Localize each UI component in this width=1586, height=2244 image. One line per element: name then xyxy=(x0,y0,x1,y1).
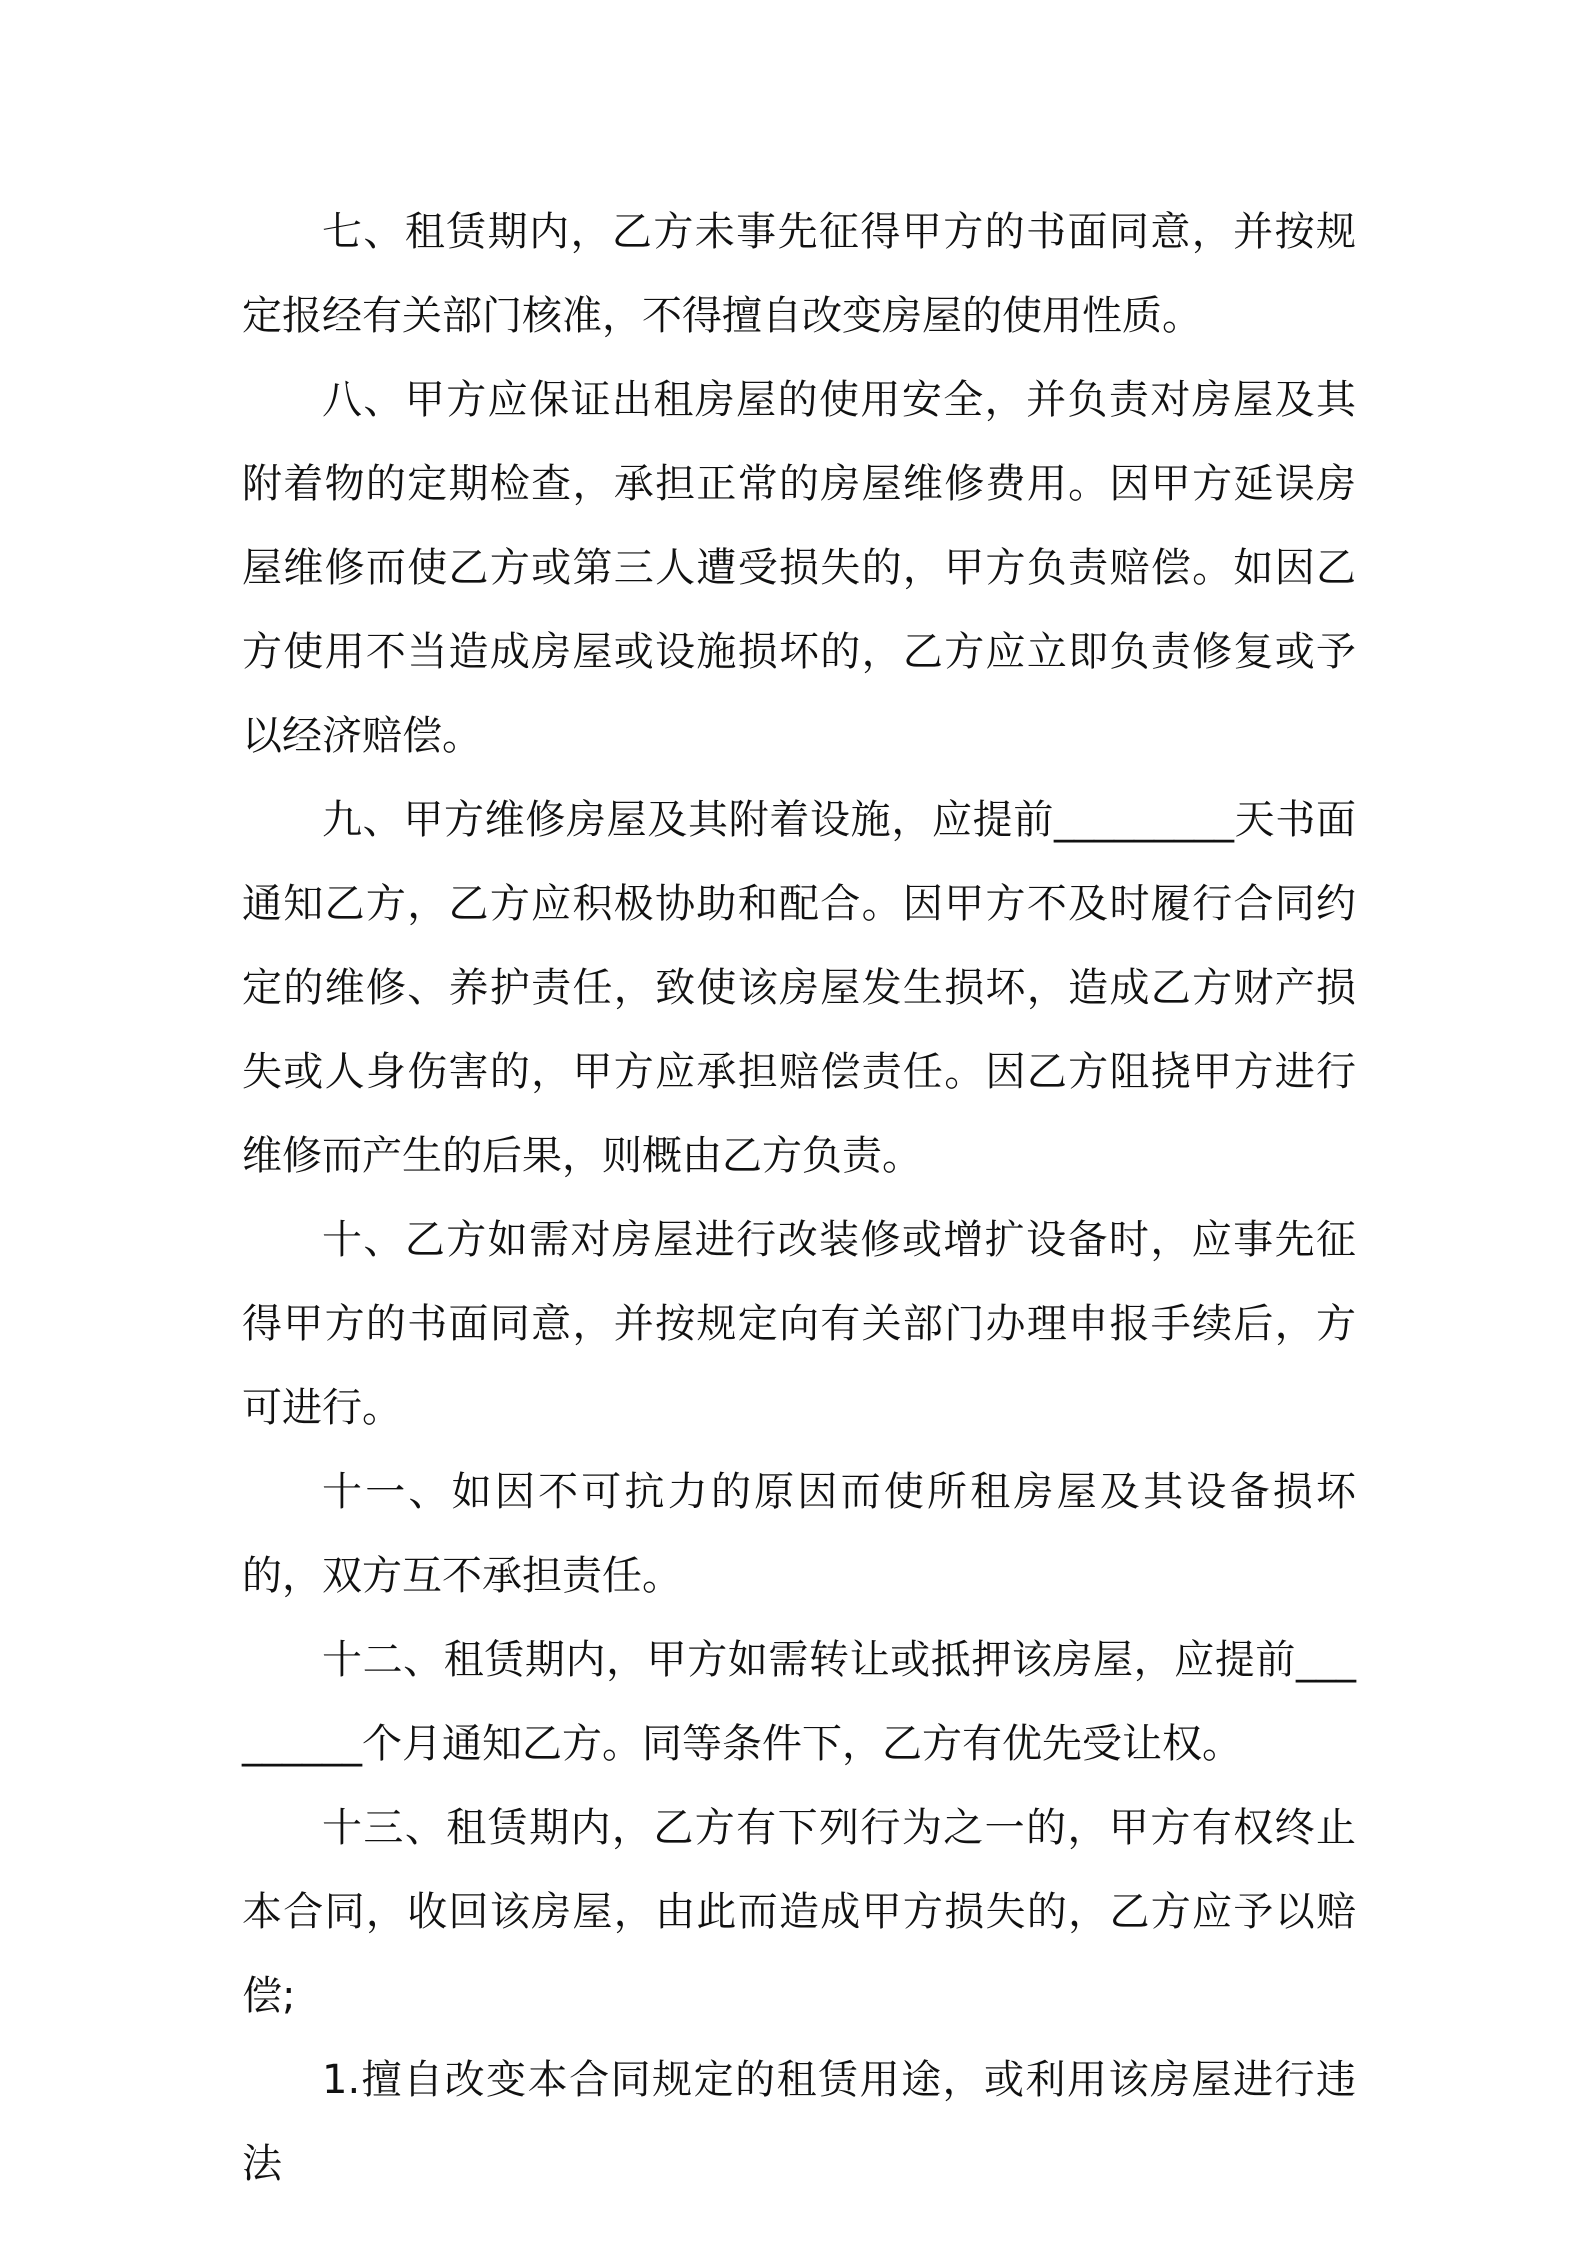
clause-12: 十二、租赁期内，甲方如需转让或抵押该房屋，应提前_________个月通知乙方。同等条件下，乙方有优先受让权。 xyxy=(242,1637,1356,1767)
clause-13-item-1: 1.擅自改变本合同规定的租赁用途，或利用该房屋进行违法 xyxy=(242,2057,1356,2187)
document-page xyxy=(242,190,1356,2206)
clause-10: 十、乙方如需对房屋进行改装修或增扩设备时，应事先征得甲方的书面同意，并按规定向有关部门办理申报手续后，方可进行。 xyxy=(242,1217,1356,1431)
clause-9: 九、甲方维修房屋及其附着设施，应提前_________天书面通知乙方，乙方应积极协助和配合。因甲方不及时履行合同约定的维修、养护责任，致使该房屋发生损坏，造成乙方财产损失或人身伤害的，甲方应承担赔偿责任。因乙方阻挠甲方进行维修而产生的后果，则概由乙方负责。 xyxy=(242,797,1356,1179)
clause-13: 十三、租赁期内，乙方有下列行为之一的，甲方有权终止本合同，收回该房屋，由此而造成甲方损失的，乙方应予以赔偿; xyxy=(242,1805,1356,2019)
clause-7: 七、租赁期内，乙方未事先征得甲方的书面同意，并按规定报经有关部门核准，不得擅自改变房屋的使用性质。 xyxy=(242,209,1356,339)
clause-11: 十一、如因不可抗力的原因而使所租房屋及其设备损坏的，双方互不承担责任。 xyxy=(242,1469,1356,1599)
clause-8: 八、甲方应保证出租房屋的使用安全，并负责对房屋及其附着物的定期检查，承担正常的房屋维修费用。因甲方延误房屋维修而使乙方或第三人遭受损失的，甲方负责赔偿。如因乙方使用不当造成房屋或设施损坏的，乙方应立即负责修复或予以经济赔偿。 xyxy=(242,377,1356,759)
